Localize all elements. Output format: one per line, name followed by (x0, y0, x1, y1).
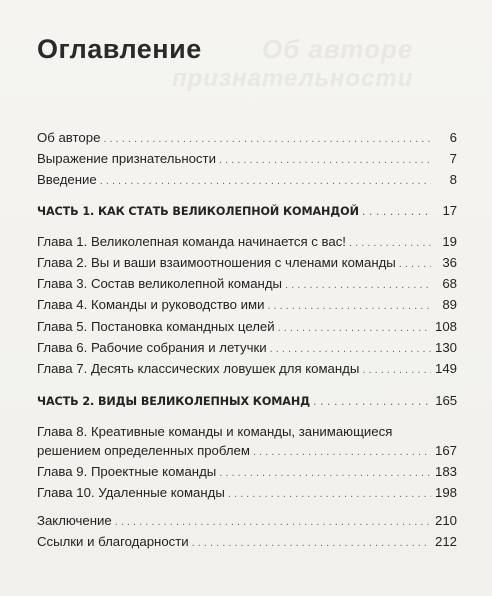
toc-entry-page: 7 (449, 151, 457, 166)
toc-entry-references[interactable] (37, 532, 457, 552)
toc-entry-chapter-1[interactable] (37, 232, 457, 252)
toc-entry-label: Глава 2. Вы и ваши взаимоотношения с членами команды (37, 255, 396, 270)
toc-entry-page: 19 (442, 234, 457, 249)
bleed-through-text (171, 34, 414, 94)
toc-entry-chapter-8[interactable] (37, 441, 457, 461)
toc-entry-acknowledgements[interactable] (37, 149, 457, 169)
toc-entry-page: 130 (434, 340, 457, 355)
dot-leader (362, 202, 431, 222)
toc-entry-chapter-6[interactable] (37, 338, 457, 358)
toc-entry-page: 8 (449, 172, 457, 187)
toc-entry-chapter-8-line-1[interactable]: Глава 8. Креативные команды и команды, занимающиеся (37, 424, 393, 439)
toc-entry-page: 165 (435, 393, 457, 408)
toc-entry-label: Глава 1. Великолепная команда начинается с вас! (37, 234, 346, 249)
toc-entry-chapter-5[interactable] (37, 317, 457, 337)
toc-entry-chapter-4[interactable] (37, 295, 457, 315)
dot-leader (285, 275, 431, 295)
dot-leader (349, 233, 431, 253)
toc-entry-chapter-2[interactable] (37, 253, 457, 273)
toc-entry-part-1[interactable] (37, 201, 457, 221)
dot-leader (399, 254, 431, 274)
toc-entry-page: 17 (442, 203, 457, 218)
toc-entry-label: ЧАСТЬ 1. КАК СТАТЬ ВЕЛИКОЛЕПНОЙ КОМАНДОЙ (37, 205, 359, 218)
toc-entry-page: 68 (442, 276, 457, 291)
toc-entry-chapter-9[interactable] (37, 462, 457, 482)
dot-leader (192, 533, 431, 553)
dot-leader (313, 392, 431, 412)
toc-entry-page: 183 (434, 464, 457, 479)
dot-leader (219, 150, 431, 170)
toc-entry-label: Глава 6. Рабочие собрания и летучки (37, 340, 267, 355)
toc-entry-label: Ссылки и благодарности (37, 534, 189, 549)
toc-entry-conclusion[interactable] (37, 511, 457, 531)
toc-entry-page: 108 (434, 319, 457, 334)
dot-leader (270, 339, 431, 359)
dot-leader (253, 442, 431, 462)
toc-entry-label: Глава 5. Постановка командных целей (37, 319, 275, 334)
bleed-through-line-2: признательности (171, 65, 414, 92)
toc-entry-label: Глава 7. Десять классических ловушек для команды (37, 361, 360, 376)
dot-leader (267, 296, 431, 316)
toc-entry-label: Глава 4. Команды и руководство ими (37, 297, 265, 312)
dot-leader (100, 171, 431, 191)
dot-leader (115, 512, 431, 532)
toc-entry-label: ЧАСТЬ 2. ВИДЫ ВЕЛИКОЛЕПНЫХ КОМАНД (37, 395, 310, 408)
dot-leader (278, 318, 431, 338)
bleed-through-line-1: Об авторе (262, 34, 414, 64)
toc-entry-introduction[interactable] (37, 170, 457, 190)
toc-entry-chapter-3[interactable] (37, 274, 457, 294)
toc-entry-page: 36 (442, 255, 457, 270)
toc-entry-label: Выражение признательности (37, 151, 216, 166)
toc-entry-page: 6 (449, 130, 457, 145)
toc-entry-label: Глава 3. Состав великолепной команды (37, 276, 282, 291)
toc-entry-chapter-10[interactable] (37, 483, 457, 503)
dot-leader (219, 463, 431, 483)
toc-entry-label: решением определенных проблем (37, 443, 250, 458)
dot-leader (362, 360, 431, 380)
toc-entry-page: 198 (434, 485, 457, 500)
toc-entry-page: 210 (434, 513, 457, 528)
toc-entry-part-2[interactable] (37, 391, 457, 411)
toc-entry-page: 149 (434, 361, 457, 376)
toc-entry-label: Введение (37, 172, 97, 187)
toc-entry-label: Об авторе (37, 130, 101, 145)
toc-entry-page: 89 (442, 297, 457, 312)
toc-entry-label: Глава 9. Проектные команды (37, 464, 217, 479)
toc-entry-about-author[interactable] (37, 128, 457, 148)
page-title: Оглавление (37, 34, 202, 64)
toc-entry-page: 167 (434, 443, 457, 458)
toc-entry-label: Глава 10. Удаленные команды (37, 485, 225, 500)
dot-leader (103, 129, 431, 149)
dot-leader (228, 484, 431, 504)
toc-entry-page: 212 (434, 534, 457, 549)
toc-entry-chapter-7[interactable] (37, 359, 457, 379)
toc-entry-label: Заключение (37, 513, 112, 528)
